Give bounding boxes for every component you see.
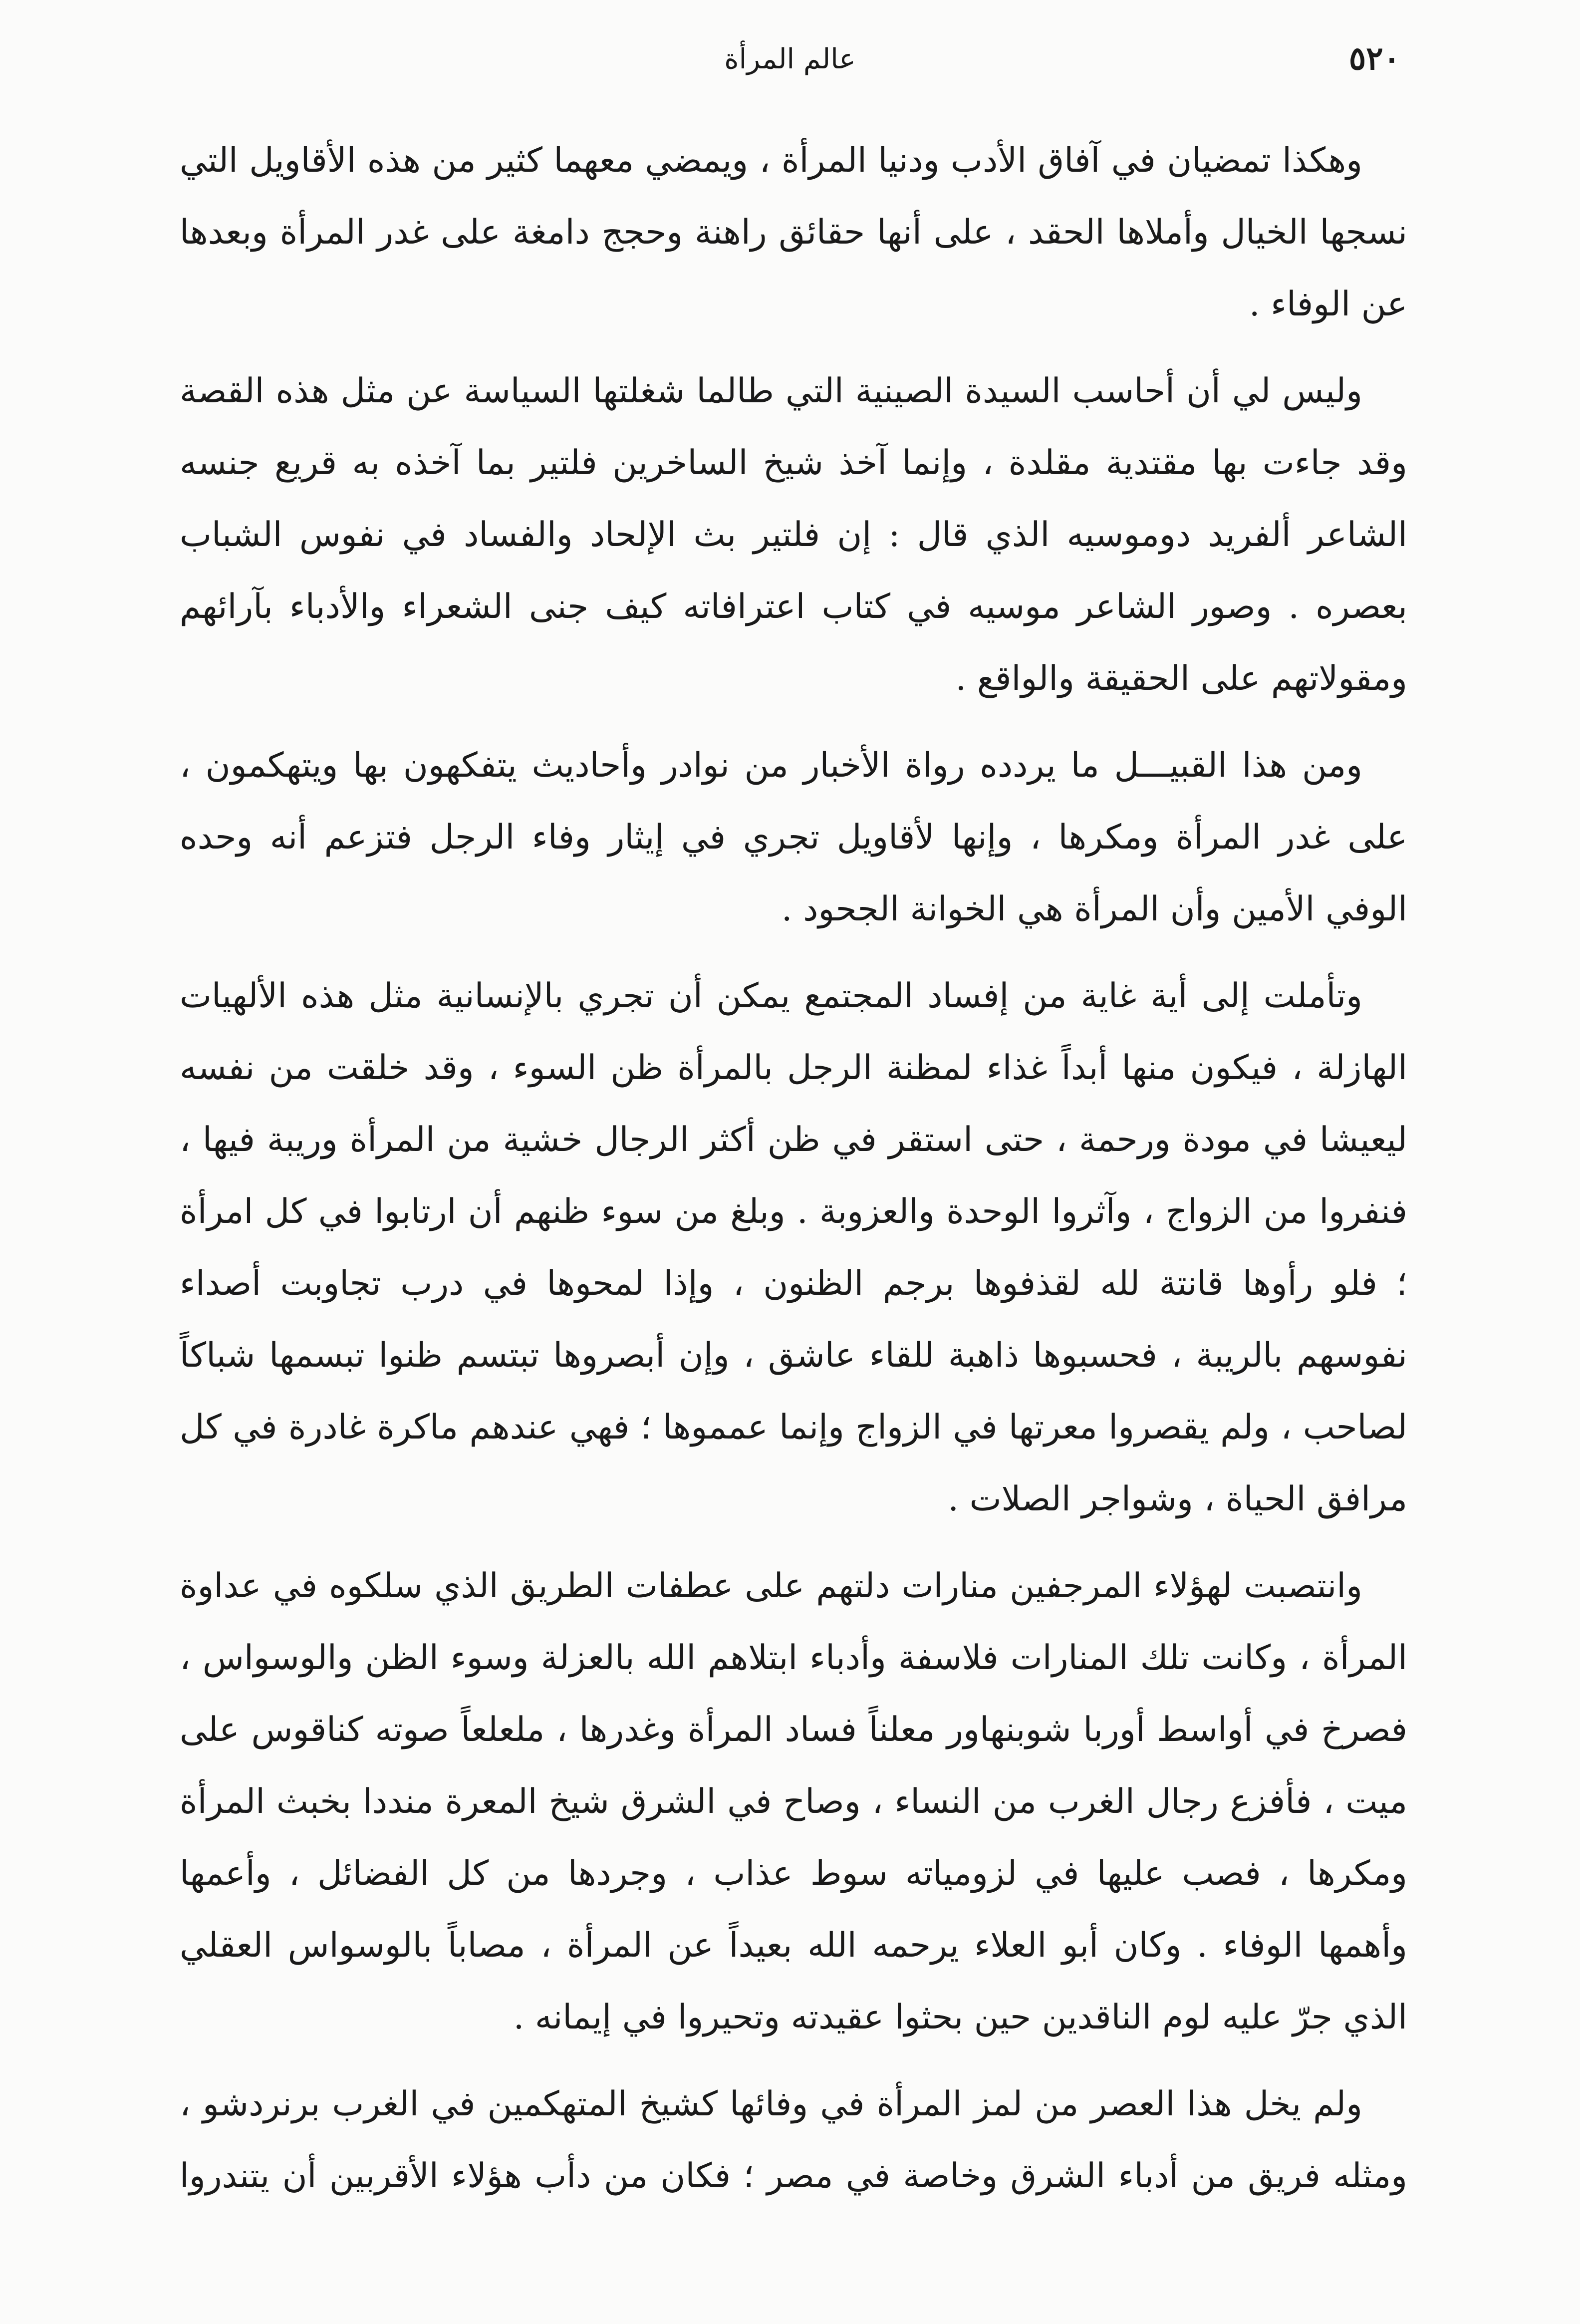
running-title: عالم المرأة (724, 43, 856, 75)
page-header (180, 40, 1400, 100)
paragraph-6: ولم يخل هذا العصر من لمز المرأة في وفائها كشيخ المتهكمين في الغرب برنردشو ، ومثله فريق من أدباء الشرق وخاصة في مصر ؛ فكان من دأب هؤلاء الأقربين أن يتندروا (180, 2084, 1407, 2196)
paragraph-3: ومن هذا القبيـــل ما يردده رواة الأخبار من نوادر وأحاديث يتفكهون بها ويتهكمون ، على غدر المرأة ومكرها ، وإنها لأقاويل تجري في إيثار وفاء الرجل فتزعم أنه وحده الوفي الأمين وأن المرأة هي الخوانة الجحود . (180, 746, 1407, 929)
body-text (180, 125, 1407, 2227)
paragraph-4: وتأملت إلى أية غاية من إفساد المجتمع يمكن أن تجري بالإنسانية مثل هذه الألهيات الهازلة ، فيكون منها أبداً غذاء لمظنة الرجل بالمرأة ظن السوء ، وقد خلقت من نفسه ليعيشا في مودة ورحمة ، حتى استقر في ظن أكثر الرجال خشية من المرأة وريبة فيها ، فنفروا من الزواج ، وآثروا الوحدة والعزوبة . وبلغ من سوء ظنهم أن ارتابوا في كل امرأة ؛ فلو رأوها قانتة لله لقذفوها برجم الظنون ، وإذا لمحوها في درب تجاوبت أصداء نفوسهم بالريبة ، فحسبوها ذاهبة للقاء عاشق ، وإن أبصروها تبتسم ظنوا تبسمها شباكاً لصاحب ، ولم يقصروا معرتها في الزواج وإنما عمموها ؛ فهي عندهم ماكرة غادرة في كل مرافق الحياة ، وشواجر الصلات . (180, 976, 1407, 1519)
paragraph-1: وهكذا تمضيان في آفاق الأدب ودنيا المرأة ، ويمضي معهما كثير من هذه الأقاويل التي نسجها الخيال وأملاها الحقد ، على أنها حقائق راهنة وحجج دامغة على غدر المرأة وبعدها عن الوفاء . (180, 141, 1407, 324)
paragraph-2: وليس لي أن أحاسب السيدة الصينية التي طالما شغلتها السياسة عن مثل هذه القصة وقد جاءت بها مقتدية مقلدة ، وإنما آخذ شيخ الساخرين فلتير بما آخذه به قريع جنسه الشاعر ألفريد دوموسيه الذي قال : إن فلتير بث الإلحاد والفساد في نفوس الشباب بعصره . وصور الشاعر موسيه في كتاب اعترافاته كيف جنى الشعراء والأدباء بآرائهم ومقولاتهم على الحقيقة والواقع . (180, 371, 1407, 698)
page-number: ٥٢٠ (1348, 40, 1400, 77)
paragraph-5: وانتصبت لهؤلاء المرجفين منارات دلتهم على عطفات الطريق الذي سلكوه في عداوة المرأة ، وكانت تلك المنارات فلاسفة وأدباء ابتلاهم الله بالعزلة وسوء الظن والوسواس ، فصرخ في أواسط أوربا شوبنهاور معلناً فساد المرأة وغدرها ، ملعلعاً صوته كناقوس على ميت ، فأفزع رجال الغرب من النساء ، وصاح في الشرق شيخ المعرة منددا بخبث المرأة ومكرها ، فصب عليها في لزومياته سوط عذاب ، وجردها من كل الفضائل ، وأعمها وأهمها الوفاء . وكان أبو العلاء يرحمه الله بعيداً عن المرأة ، مصاباً بالوسواس العقلي الذي جرّ عليه لوم الناقدين حين بحثوا عقيدته وتحيروا في إيمانه . (180, 1566, 1408, 2037)
